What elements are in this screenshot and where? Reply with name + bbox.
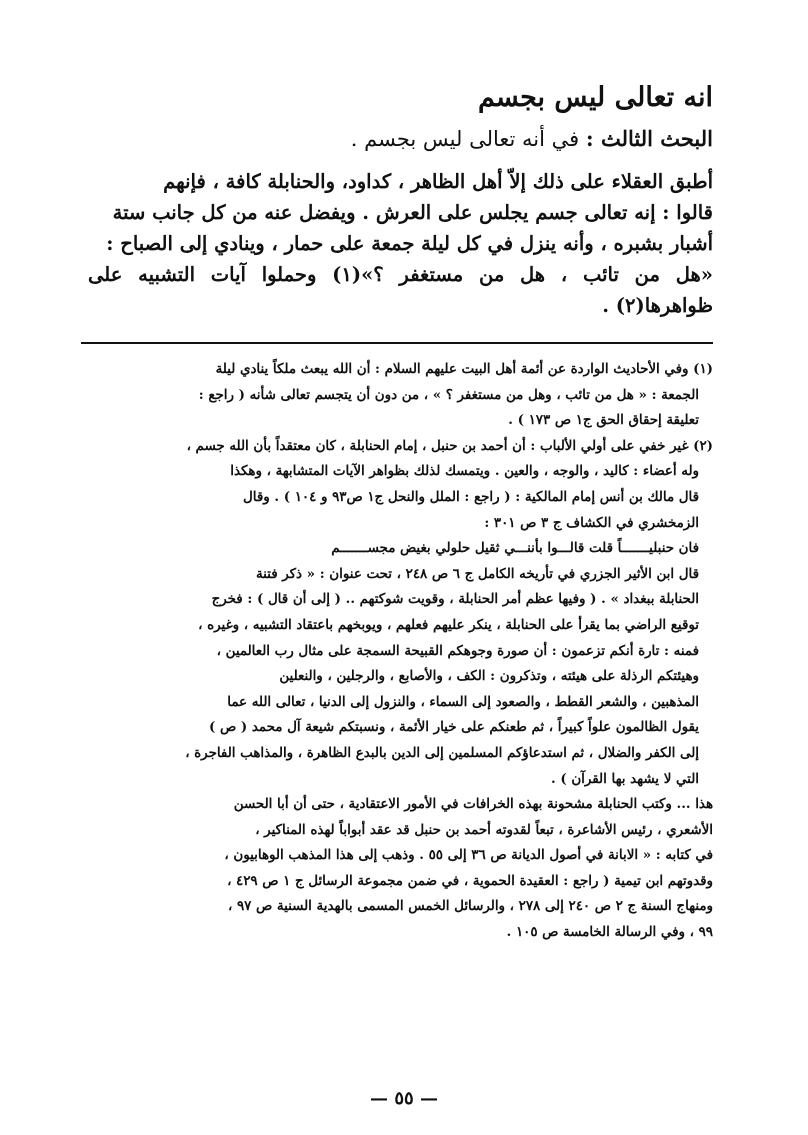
body-line: أشبار بشبره ، وأنه ينزل في كل ليلة جمعة على حمار ، وينادي إلى الصباح : (106, 232, 713, 255)
page-number: — ٥٥ — (370, 1088, 438, 1109)
body-line: قالوا : إنه تعالى جسم يجلس على العرش . ويفضل عنه من كل جانب ستة (112, 201, 713, 224)
footnote-line: إلى الكفر والضلال ، ثم استدعاؤكم المسلمين إلى الدين بالبدع الظاهرة ، والمذاهب الفاجرة ، (185, 744, 699, 761)
footnote-line: الأشعري ، رئيس الأشاعرة ، تبعاً لقدوته أحمد بن حنبل قد عقد أبواباً لهذه المناكير ، (255, 821, 713, 838)
footnote-line: الجمعة : « هل من تائب ، وهل من مستغفر ؟ » ، من دون أن يتجسم تعالى شأنه ( راجع : (198, 386, 699, 403)
footnote-line: ومنهاج السنة ج ٢ ص ٢٤٠ إلى ٢٧٨ ، والرسائل الخمس المسمى بالهدية السنية ص ٩٧ ، (228, 898, 713, 915)
footnote-line: الحنابلة ببغداد » . ( وفيها عظم أمر الحنابلة ، وقويت شوكتهم .. ( إلى أن قال ) : فخرج (211, 591, 699, 608)
footnote-line: توقيع الراضي بما يقرأ على الحنابلة ، ينكر عليهم فعلهم ، ويوبخهم باعتقاد التشبيه ، وغيره ، (198, 616, 699, 633)
footnote-verse: فان حنبليـــــــاً قلت قالـــوا بأننـــي ثقيل حلولي بغيض مجســـــــم (331, 540, 699, 557)
footnote-line: (١) وفي الأحاديث الواردة عن أئمة أهل البيت عليهم السلام : أن الله يبعث ملكاً ينادي ليلة (215, 361, 713, 377)
footnote-line: هذا ... وكتب الحنابلة مشحونة بهذه الخرافات في الأمور الاعتقادية ، حتى أن أبا الحسن (233, 796, 713, 813)
subsection-heading (93, 122, 713, 156)
footnote-line: وهيئتكم الرذلة على هيئته ، وتذكرون : الكف ، والأصابع ، والرجلين ، والنعلين (279, 668, 699, 685)
body-line: «هل من تائب ، هل من مستغفر ؟»(١) وحملوا آيات التشبيه على ظواهرها(٢) . (88, 263, 713, 317)
section-title: انه تعالى ليس بجسم (478, 82, 713, 113)
footnote-line: قال مالك بن أنس إمام المالكية : ( راجع : الملل والنحل ج١ ص٩٣ و ١٠٤ ) . وقال (243, 488, 699, 505)
footnote-line: التي لا يشهد بها القرآن ) . (551, 770, 699, 787)
footnote-line: المذهبين ، والشعر القطط ، والصعود إلى السماء ، والنزول إلى الدنيا ، تعالى الله عما (227, 693, 699, 710)
footnote-divider (81, 342, 713, 344)
footnote-line: وقدوتهم ابن تيمية ( راجع : العقيدة الحموية ، في ضمن مجموعة الرسائل ج ١ ص ٤٢٩ ، (227, 872, 713, 889)
main-paragraph (88, 166, 713, 321)
footnote-line: تعليقة إحقاق الحق ج١ ص ١٧٣ ) . (508, 412, 699, 429)
footnote-line: (٢) غير خفي على أولي الألباب : أن أحمد بن حنبل ، إمام الحنابلة ، كان معتقداً بأن الله جسم ، (186, 437, 713, 454)
footnote-line: يقول الظالمون علواً كبيراً ، ثم طعنكم على خيار الأئمة ، ونسبتكم شيعة آل محمد ( ص ) (209, 719, 699, 736)
footnote-line: الزمخشري في الكشاف ج ٣ ص ٣٠١ : (484, 514, 699, 531)
subsection-text: في أنه تعالى ليس بجسم . (350, 127, 580, 151)
footnotes (81, 357, 713, 946)
footnote-line: فمنه : تارة أنكم تزعمون : أن صورة وجوهكم القبيحة السمجة على مثال رب العالمين ، (216, 642, 699, 659)
footnote-line: قال ابن الأثير الجزري في تأريخه الكامل ج ٦ ص ٢٤٨ ، تحت عنوان : « ذكر فتنة (255, 565, 699, 582)
footnote-line: ٩٩ ، وفي الرسالة الخامسة ص ١٠٥ . (506, 924, 713, 941)
footnote-line: وله أعضاء : كاليد ، والوجه ، والعين . ويتمسك لذلك بظواهر الآيات المتشابهة ، وهكذا (230, 463, 699, 480)
footnote-line: في كتابه : « الابانة في أصول الديانة ص ٣٦ إلى ٥٥ . وذهب إلى هذا المذهب الوهابيون ، (224, 847, 713, 864)
subsection-label: البحث الثالث : (585, 126, 713, 151)
body-line: أطبق العقلاء على ذلك إلاّ أهل الظاهر ، كداود، والحنابلة كافة ، فإنهم (163, 170, 713, 193)
